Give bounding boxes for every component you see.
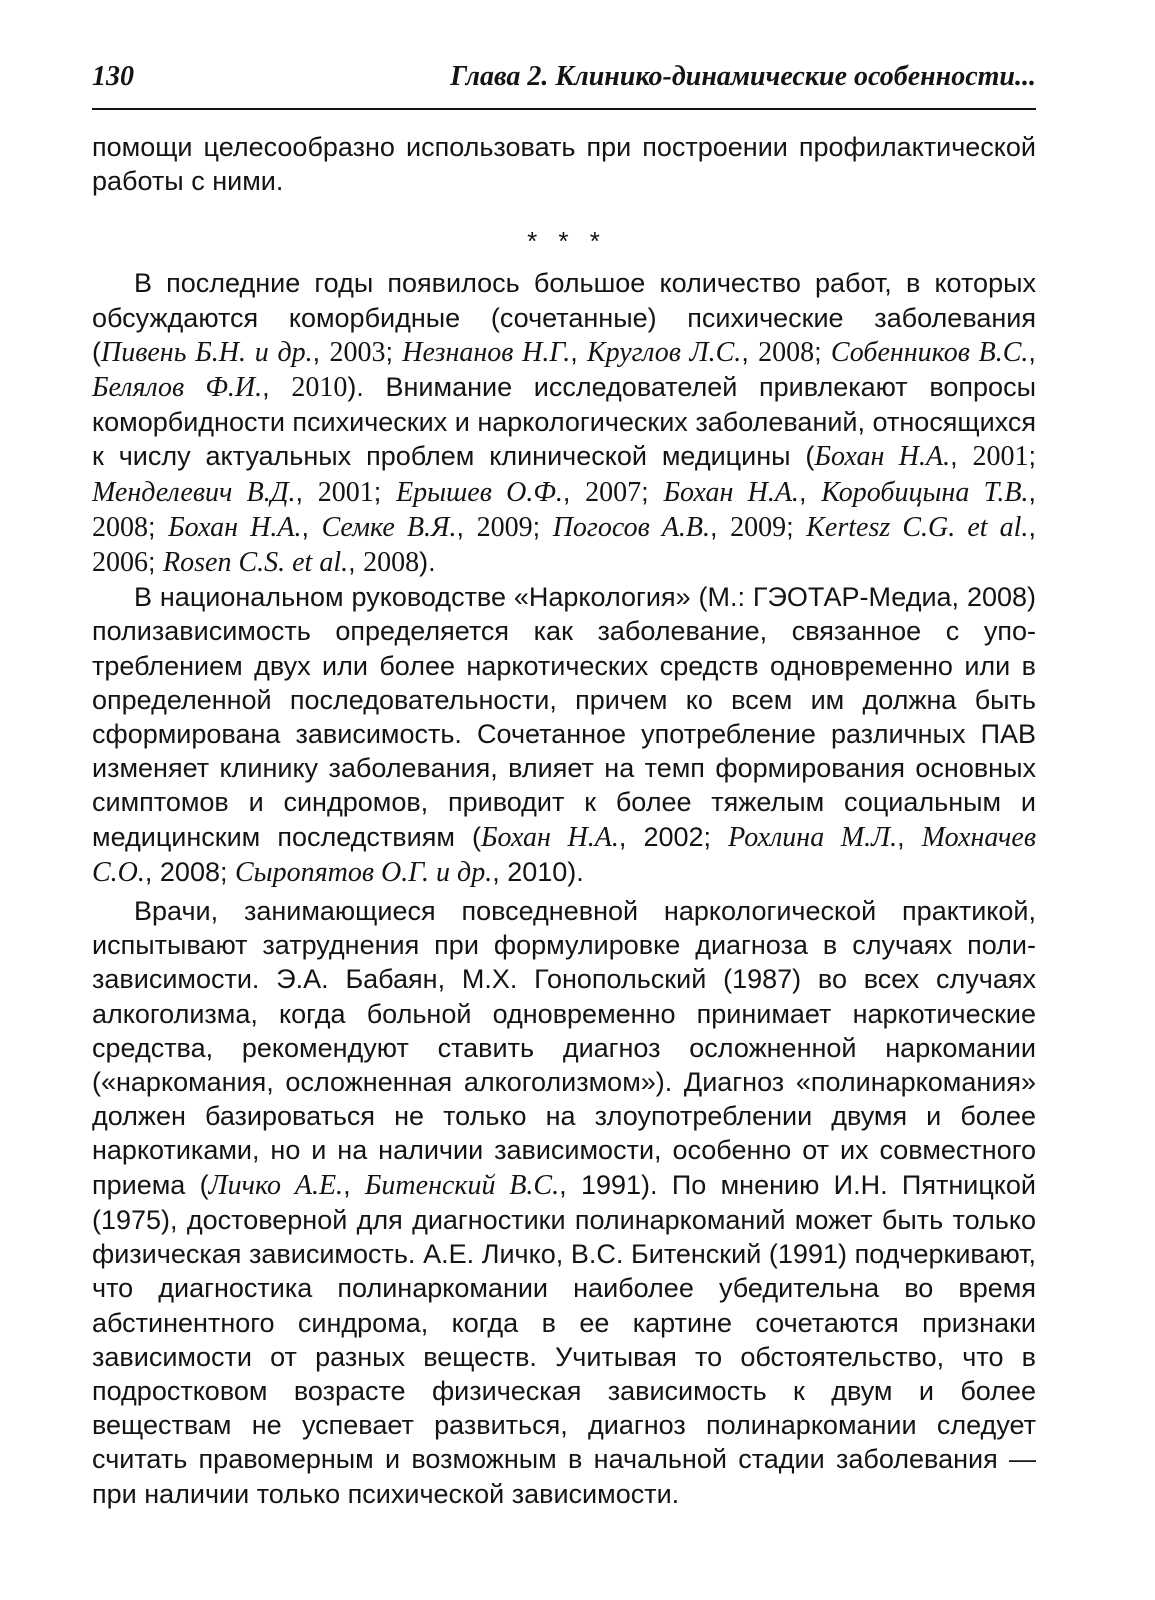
text-run: , — [312, 336, 330, 367]
citation-year: 2008 — [92, 511, 148, 543]
citation-year: 2008 — [758, 336, 815, 368]
paragraph-comorbidity — [92, 266, 1036, 580]
text-run: , — [1028, 476, 1037, 507]
paragraph-continuation — [92, 130, 1036, 198]
citation-author: Рохлина М.Л. — [728, 821, 898, 853]
text-run: , — [295, 476, 318, 507]
citation-author: Битенский В.С. — [364, 1169, 560, 1201]
text-run: , 1991). По мнению И.Н. Пятницкой (1975), достоверной для диагностики полинаркоманий может быть только физическая зависимость. А.Е. Личко, В.С. Битенский (1991) подчеркивают, что диагностика полинаркомании наиболее убедительна во время абстинентного синдрома, когда в ее картине сочетаются признаки зависимости от разных веществ. Учитывая то обстоятельство, что в подростковом возрасте физическая зависимость к двум и более веществам не успевает развиться, диагноз полинаркомании следует считать правомерным и возможным в начальной стадии заболевания — при наличии только психической зависимости. — [92, 1169, 1036, 1509]
section-separator: * * * — [527, 226, 607, 257]
citation-author: Rosen C.S. et al. — [163, 547, 349, 579]
citation-author: Kertesz C.G. et al. — [806, 511, 1029, 543]
text-run: Врачи, занимающиеся повседневной наркологической практикой, испытывают затруднения при формулировке диагноза в случаях полизависимости. Э.А. Бабаян, М.Х. Гонопольский (1987) во всех случаях алкоголизма, когда больной одновременно принимает наркотические средства, рекомендуют ставить диагноз осложненной наркомании («наркомания, осложненная алкоголизмом»). Диагноз «полинаркомания» должен базироваться не только на злоупотреблении двумя и более наркотиками, но и на наличии зависимости, особенно от их совместного приема ( — [92, 896, 1036, 1200]
citation-author: Мохначев С.О. — [92, 821, 1036, 888]
citation-author: Круглов Л.С. — [586, 336, 742, 368]
citation-author: Пивень Б.Н. и др. — [101, 336, 313, 368]
citation-year: 2006 — [92, 547, 148, 579]
text-run: , — [1028, 336, 1036, 367]
text-run: ; — [641, 476, 664, 507]
text-run: , — [710, 511, 731, 542]
running-header — [92, 58, 1036, 96]
text-run: В последние годы появилось большое количество работ, в которых обсуждаются коморбидные (сочетанные) психические заболевания ( — [92, 268, 1036, 367]
citation-author: Коробицына Т.В. — [821, 476, 1029, 508]
citation-author: Погосов А.В. — [552, 511, 711, 543]
page-number: 130 — [92, 61, 134, 92]
citation-author: Личко А.Е. — [208, 1169, 344, 1201]
citation-year: 2001 — [317, 476, 374, 508]
citation-author: Сыропятов О.Г. и др. — [234, 856, 493, 888]
citation-year: 2009 — [730, 511, 787, 543]
citation-author: Белялов Ф.И. — [92, 372, 263, 404]
text-run: , 2010). — [492, 856, 584, 887]
text-run: ; — [814, 336, 831, 367]
text-run: , — [798, 476, 822, 507]
text-run: помощи целесообразно использовать при построении профилактической работы с ними. — [92, 132, 1036, 197]
paragraph-national-guide — [92, 580, 1036, 890]
text-run: ; — [1028, 441, 1036, 472]
citation-author: Собенников В.С. — [830, 336, 1029, 368]
citation-author: Семке В.Я. — [321, 511, 457, 543]
body-text — [92, 130, 1036, 1511]
citation-year: 2007 — [585, 476, 642, 508]
citation-author: Ерышев О.Ф. — [396, 476, 563, 508]
citation-author: Незнанов Н.Г. — [402, 336, 571, 368]
text-run: , — [343, 1169, 365, 1200]
citation-author: Менделевич В.Д. — [92, 476, 296, 508]
text-run: , — [950, 441, 973, 472]
text-run: , — [1028, 511, 1036, 542]
text-run: , — [570, 336, 587, 367]
text-run: ; — [786, 511, 807, 542]
text-run: ; — [148, 547, 164, 578]
citation-year: 2008 — [363, 547, 420, 579]
text-run: В национальном руководстве «Наркология» (М.: ГЭОТАР-Медиа, 2008) полизависимость определяется как заболевание, связанное с употреблением двух или более наркотических средств одновременно или в определенной последовательности, причем ко всем им должна быть сформирована зависимость. Сочетанное употребление различных ПАВ изменяет клинику заболевания, влияет на темп формирования основных симптомов и синдромов, приводит к более тяжелым социальным и медицинским последствиям ( — [92, 582, 1036, 852]
citation-author: Бохан Н.А. — [663, 476, 799, 508]
text-run: , — [741, 336, 759, 367]
citation-author: Бохан Н.А. — [481, 821, 619, 853]
citation-year: 2009 — [476, 511, 533, 543]
text-run: ; — [532, 511, 553, 542]
chapter-title: Глава 2. Клинико-динамические особенности... — [450, 61, 1036, 92]
text-run: , — [562, 476, 586, 507]
header-rule — [92, 108, 1036, 110]
citation-year: 2010 — [291, 372, 348, 404]
text-run: ; — [373, 476, 397, 507]
citation-author: Бохан Н.А. — [168, 511, 302, 543]
text-run: , — [456, 511, 477, 542]
citation-year: 2001 — [972, 441, 1029, 473]
text-run: , 2002; — [618, 821, 729, 852]
text-run: ; — [148, 511, 169, 542]
book-page — [92, 58, 1036, 1511]
text-run: ). Внимание исследователей привлекают вопросы коморбидности психических и наркологических заболеваний, относящихся к числу актуальных проблем клинической медицины ( — [92, 372, 1036, 472]
text-run: , 2008; — [144, 856, 235, 887]
text-run: ). — [419, 547, 436, 578]
text-run: , — [301, 511, 322, 542]
text-run: , — [897, 821, 922, 852]
text-run: , — [262, 372, 292, 403]
citation-year: 2003 — [329, 336, 386, 368]
text-run: , — [348, 547, 364, 578]
paragraph-diagnosis — [92, 894, 1036, 1511]
citation-author: Бохан Н.А. — [814, 441, 951, 473]
text-run: ; — [385, 336, 403, 367]
